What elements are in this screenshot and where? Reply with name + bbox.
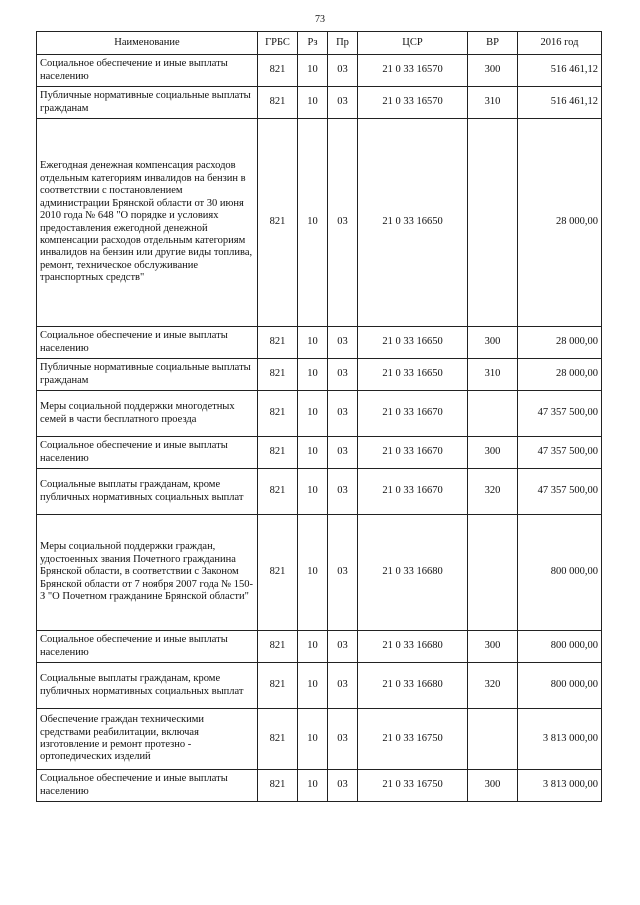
row-pr-cell: 03 <box>328 55 358 87</box>
row-vr-cell <box>468 709 518 770</box>
row-pr-cell: 03 <box>328 515 358 631</box>
row-grbs-cell: 821 <box>258 709 298 770</box>
row-amount-cell: 28 000,00 <box>518 359 602 391</box>
row-csr-cell: 21 0 33 16680 <box>358 631 468 663</box>
row-amount-cell: 3 813 000,00 <box>518 709 602 770</box>
row-csr-cell: 21 0 33 16670 <box>358 469 468 515</box>
row-rz-cell: 10 <box>298 709 328 770</box>
row-amount-cell: 47 357 500,00 <box>518 469 602 515</box>
row-rz-cell: 10 <box>298 663 328 709</box>
table-row <box>37 709 602 770</box>
column-header-vr: ВР <box>468 32 518 55</box>
row-amount-cell: 516 461,12 <box>518 87 602 119</box>
table-row <box>37 327 602 359</box>
row-pr-cell: 03 <box>328 391 358 437</box>
row-name-cell: Обеспечение граждан техническими средствами реабилитации, включая изготовление и ремонт протезно - ортопедических изделий <box>37 709 258 770</box>
row-name-cell: Социальные выплаты гражданам, кроме публичных нормативных социальных выплат <box>37 469 258 515</box>
row-pr-cell: 03 <box>328 87 358 119</box>
page-number: 73 <box>315 14 325 25</box>
column-header-name: Наименование <box>37 32 258 55</box>
table-row <box>37 631 602 663</box>
row-rz-cell: 10 <box>298 327 328 359</box>
table-row <box>37 87 602 119</box>
row-pr-cell: 03 <box>328 770 358 802</box>
row-amount-cell: 800 000,00 <box>518 515 602 631</box>
row-grbs-cell: 821 <box>258 437 298 469</box>
column-header-rz: Рз <box>298 32 328 55</box>
row-amount-cell: 28 000,00 <box>518 119 602 327</box>
budget-table <box>36 31 602 802</box>
row-rz-cell: 10 <box>298 391 328 437</box>
row-grbs-cell: 821 <box>258 631 298 663</box>
table-row <box>37 55 602 87</box>
row-csr-cell: 21 0 33 16670 <box>358 437 468 469</box>
row-csr-cell: 21 0 33 16670 <box>358 391 468 437</box>
table-row <box>37 119 602 327</box>
table-row <box>37 437 602 469</box>
row-name-cell: Социальные выплаты гражданам, кроме публичных нормативных социальных выплат <box>37 663 258 709</box>
row-rz-cell: 10 <box>298 469 328 515</box>
row-rz-cell: 10 <box>298 87 328 119</box>
row-rz-cell: 10 <box>298 631 328 663</box>
row-csr-cell: 21 0 33 16750 <box>358 709 468 770</box>
row-amount-cell: 800 000,00 <box>518 631 602 663</box>
row-vr-cell: 300 <box>468 770 518 802</box>
row-vr-cell: 320 <box>468 469 518 515</box>
row-csr-cell: 21 0 33 16650 <box>358 359 468 391</box>
row-grbs-cell: 821 <box>258 119 298 327</box>
row-vr-cell: 300 <box>468 437 518 469</box>
row-pr-cell: 03 <box>328 119 358 327</box>
row-name-cell: Ежегодная денежная компенсация расходов отдельным категориям инвалидов на бензин в соответствии с постановлением администрации Брянской области от 30 июня 2010 года № 648 "О порядке и условиях предоставления ежегодной денежной компенсации расходов отдельным категориям инвалидов на бензин или другие виды топлива, ремонт, техническое обслуживание транспортных средств" <box>37 119 258 327</box>
row-rz-cell: 10 <box>298 55 328 87</box>
row-vr-cell: 300 <box>468 631 518 663</box>
row-csr-cell: 21 0 33 16650 <box>358 119 468 327</box>
row-pr-cell: 03 <box>328 327 358 359</box>
row-name-cell: Публичные нормативные социальные выплаты гражданам <box>37 359 258 391</box>
row-rz-cell: 10 <box>298 359 328 391</box>
row-csr-cell: 21 0 33 16750 <box>358 770 468 802</box>
row-csr-cell: 21 0 33 16650 <box>358 327 468 359</box>
row-rz-cell: 10 <box>298 770 328 802</box>
row-pr-cell: 03 <box>328 631 358 663</box>
row-name-cell: Социальное обеспечение и иные выплаты населению <box>37 55 258 87</box>
row-amount-cell: 800 000,00 <box>518 663 602 709</box>
row-amount-cell: 47 357 500,00 <box>518 437 602 469</box>
row-grbs-cell: 821 <box>258 515 298 631</box>
table-row <box>37 391 602 437</box>
row-vr-cell: 300 <box>468 327 518 359</box>
row-grbs-cell: 821 <box>258 87 298 119</box>
row-csr-cell: 21 0 33 16680 <box>358 515 468 631</box>
row-name-cell: Меры социальной поддержки многодетных семей в части бесплатного проезда <box>37 391 258 437</box>
table-row <box>37 515 602 631</box>
table-row <box>37 663 602 709</box>
table-row <box>37 770 602 802</box>
row-grbs-cell: 821 <box>258 391 298 437</box>
row-csr-cell: 21 0 33 16570 <box>358 55 468 87</box>
row-vr-cell: 310 <box>468 359 518 391</box>
table-row <box>37 469 602 515</box>
row-pr-cell: 03 <box>328 709 358 770</box>
row-grbs-cell: 821 <box>258 327 298 359</box>
row-pr-cell: 03 <box>328 663 358 709</box>
table-header-row <box>37 32 602 55</box>
row-amount-cell: 3 813 000,00 <box>518 770 602 802</box>
column-header-grbs: ГРБС <box>258 32 298 55</box>
row-pr-cell: 03 <box>328 437 358 469</box>
row-rz-cell: 10 <box>298 119 328 327</box>
row-name-cell: Меры социальной поддержки граждан, удостоенных звания Почетного гражданина Брянской области, в соответствии с Законом Брянской области от 7 ноября 2007 года № 150-З "О Почетном гражданине Брянской области" <box>37 515 258 631</box>
column-header-year: 2016 год <box>518 32 602 55</box>
row-name-cell: Социальное обеспечение и иные выплаты населению <box>37 770 258 802</box>
row-rz-cell: 10 <box>298 515 328 631</box>
row-rz-cell: 10 <box>298 437 328 469</box>
row-grbs-cell: 821 <box>258 770 298 802</box>
row-vr-cell: 310 <box>468 87 518 119</box>
row-vr-cell <box>468 515 518 631</box>
column-header-pr: Пр <box>328 32 358 55</box>
table-row <box>37 359 602 391</box>
row-pr-cell: 03 <box>328 359 358 391</box>
row-amount-cell: 28 000,00 <box>518 327 602 359</box>
row-amount-cell: 47 357 500,00 <box>518 391 602 437</box>
row-grbs-cell: 821 <box>258 663 298 709</box>
row-grbs-cell: 821 <box>258 469 298 515</box>
row-grbs-cell: 821 <box>258 359 298 391</box>
row-name-cell: Социальное обеспечение и иные выплаты населению <box>37 437 258 469</box>
row-vr-cell <box>468 119 518 327</box>
row-name-cell: Социальное обеспечение и иные выплаты населению <box>37 631 258 663</box>
row-vr-cell: 300 <box>468 55 518 87</box>
row-amount-cell: 516 461,12 <box>518 55 602 87</box>
column-header-csr: ЦСР <box>358 32 468 55</box>
row-grbs-cell: 821 <box>258 55 298 87</box>
row-vr-cell <box>468 391 518 437</box>
row-name-cell: Социальное обеспечение и иные выплаты населению <box>37 327 258 359</box>
row-name-cell: Публичные нормативные социальные выплаты гражданам <box>37 87 258 119</box>
row-csr-cell: 21 0 33 16680 <box>358 663 468 709</box>
row-csr-cell: 21 0 33 16570 <box>358 87 468 119</box>
table-body <box>37 55 602 802</box>
row-vr-cell: 320 <box>468 663 518 709</box>
row-pr-cell: 03 <box>328 469 358 515</box>
